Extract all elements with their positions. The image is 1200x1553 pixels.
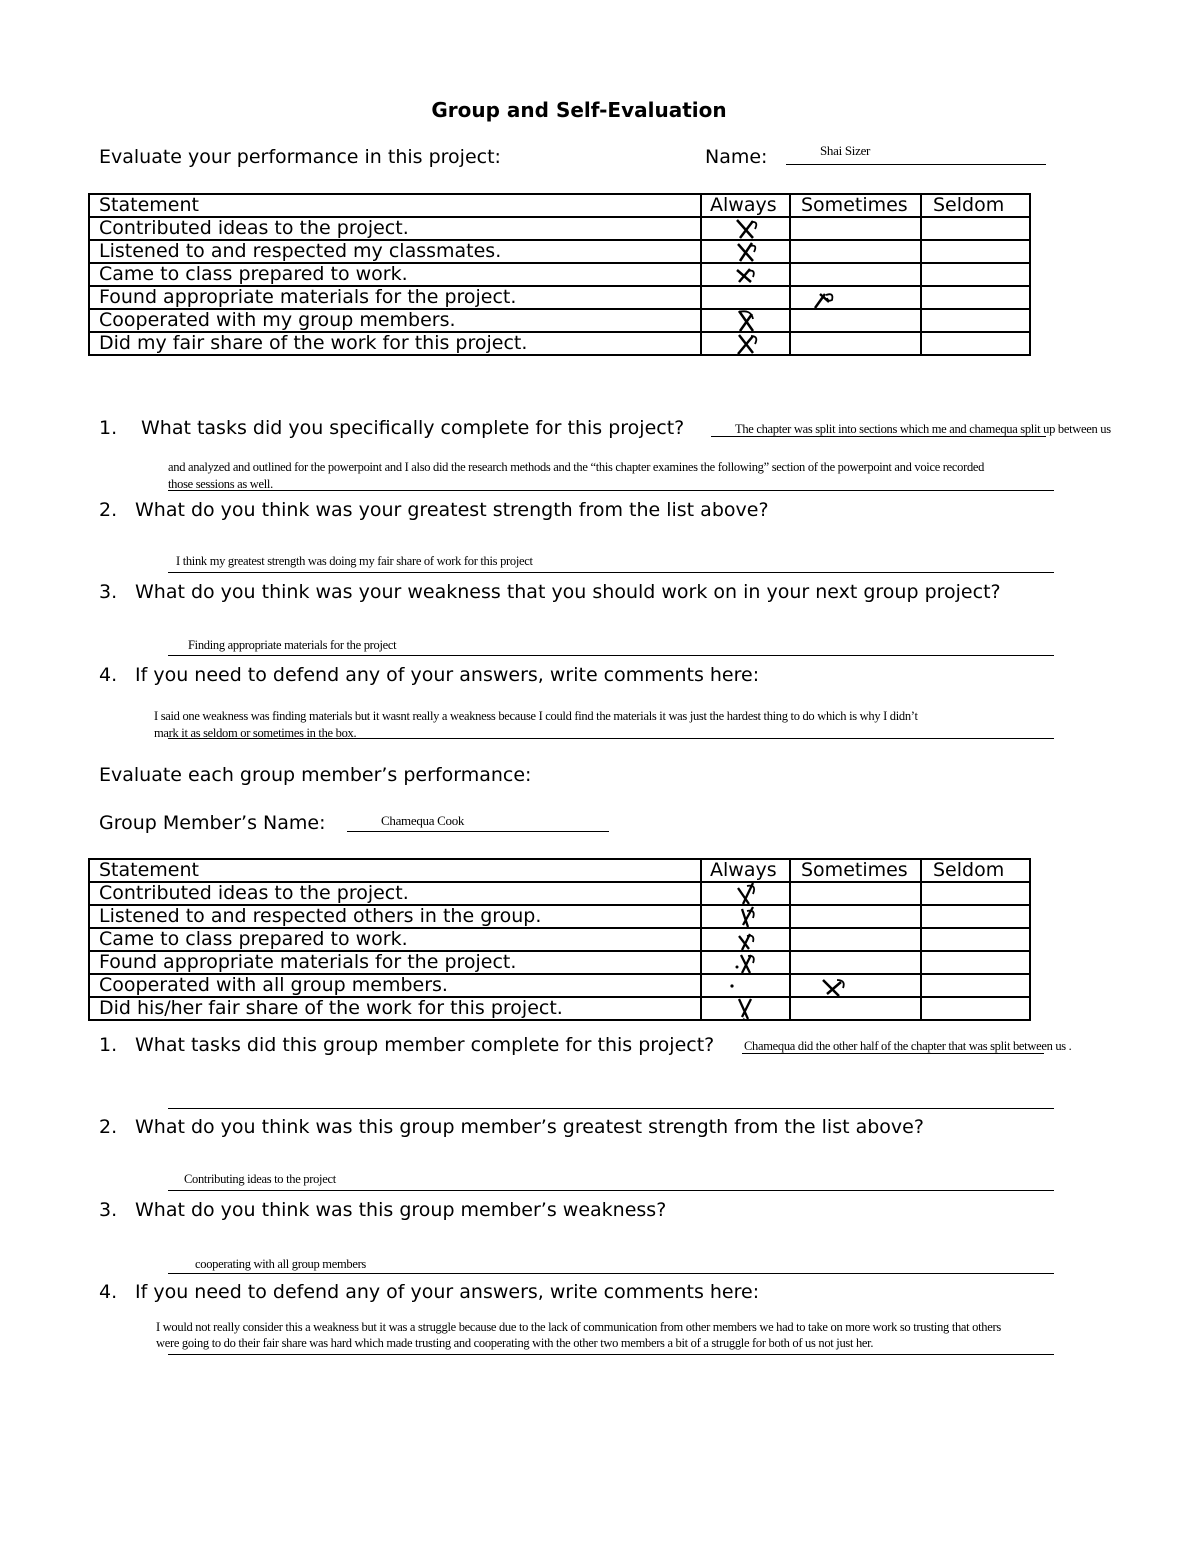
answer-text[interactable]: The chapter was split into sections which me and chamequa split up between us	[735, 422, 1111, 436]
rating-seldom-cell[interactable]	[921, 928, 1030, 951]
rating-always-cell[interactable]	[701, 309, 790, 332]
rating-always-cell[interactable]	[701, 286, 790, 309]
statement-cell: Cooperated with all group members.	[89, 974, 701, 997]
rating-seldom-cell[interactable]	[921, 217, 1030, 240]
answer-text[interactable]: Finding appropriate materials for the project	[188, 638, 397, 652]
rating-seldom-cell[interactable]	[921, 951, 1030, 974]
rating-always-cell[interactable]	[701, 905, 790, 928]
x-checkmark-icon	[731, 240, 761, 263]
rating-sometimes-cell[interactable]	[790, 309, 921, 332]
answer-text[interactable]: I said one weakness was finding materials but it wasnt really a weakness because I could find the materials it was just the hardest thing to do which is why I didn’t	[154, 709, 918, 723]
answer-line	[168, 1354, 1054, 1355]
question-text: What tasks did this group member complete for this project?	[135, 1034, 715, 1056]
member-question-4	[99, 1281, 759, 1303]
member-question-3	[99, 1199, 666, 1221]
rating-always-cell[interactable]	[701, 217, 790, 240]
header-sometimes: Sometimes	[790, 194, 921, 217]
header-statement: Statement	[89, 859, 701, 882]
answer-line	[168, 738, 1054, 739]
answer-line	[168, 1108, 1054, 1109]
question-number: 1.	[99, 417, 118, 439]
x-checkmark-icon	[811, 286, 841, 309]
table-header-row	[89, 859, 1030, 882]
header-sometimes: Sometimes	[790, 859, 921, 882]
table-row	[89, 905, 1030, 928]
rating-sometimes-cell[interactable]	[790, 332, 921, 355]
answer-text[interactable]: I would not really consider this a weakness but it was a struggle because due to the lack of communication from other members we had to take on more work so trusting that others	[156, 1320, 1001, 1334]
answer-text[interactable]: mark it as seldom or sometimes in the box.	[154, 726, 357, 740]
answer-text[interactable]: were going to do their fair share was hard which made trusting and cooperating with the other two members a bit of a struggle for both of us not just her.	[156, 1336, 874, 1350]
rating-seldom-cell[interactable]	[921, 905, 1030, 928]
question-number: 3.	[99, 581, 118, 603]
member-question-2	[99, 1116, 924, 1138]
self-evaluation-table	[88, 193, 1031, 356]
question-number: 2.	[99, 1116, 118, 1138]
member-evaluation-prompt: Evaluate each group member’s performance:	[99, 764, 532, 786]
answer-line	[168, 1190, 1054, 1191]
header-seldom: Seldom	[921, 859, 1030, 882]
header-seldom: Seldom	[921, 194, 1030, 217]
question-number: 4.	[99, 1281, 118, 1303]
rating-always-cell[interactable]	[701, 997, 790, 1020]
question-number: 2.	[99, 499, 118, 521]
rating-seldom-cell[interactable]	[921, 997, 1030, 1020]
question-number: 4.	[99, 664, 118, 686]
statement-cell: Came to class prepared to work.	[89, 928, 701, 951]
x-checkmark-icon	[731, 332, 761, 355]
statement-cell: Listened to and respected others in the group.	[89, 905, 701, 928]
x-checkmark-icon	[731, 882, 761, 905]
table-row	[89, 332, 1030, 355]
answer-line	[168, 655, 1054, 656]
x-checkmark-icon	[731, 217, 761, 240]
rating-sometimes-cell[interactable]	[790, 882, 921, 905]
question-text: If you need to defend any of your answers, write comments here:	[135, 1281, 760, 1303]
x-checkmark-icon	[731, 951, 761, 974]
table-row	[89, 997, 1030, 1020]
question-number: 3.	[99, 1199, 118, 1221]
header-always: Always	[701, 194, 790, 217]
rating-always-cell[interactable]	[701, 951, 790, 974]
table-row	[89, 928, 1030, 951]
statement-cell: Did his/her fair share of the work for this project.	[89, 997, 701, 1020]
rating-always-cell[interactable]	[701, 263, 790, 286]
question-text: What do you think was your weakness that you should work on in your next group project?	[135, 581, 1001, 603]
header-statement: Statement	[89, 194, 701, 217]
page-title: Group and Self-Evaluation	[431, 98, 727, 122]
answer-text[interactable]: Contributing ideas to the project	[184, 1172, 336, 1186]
rating-sometimes-cell[interactable]	[790, 997, 921, 1020]
x-checkmark-icon	[731, 905, 761, 928]
self-question-4	[99, 664, 759, 686]
statement-cell: Did my fair share of the work for this project.	[89, 332, 701, 355]
rating-sometimes-cell[interactable]	[790, 240, 921, 263]
rating-seldom-cell[interactable]	[921, 309, 1030, 332]
member-name-label: Group Member’s Name:	[99, 812, 326, 834]
rating-always-cell[interactable]	[701, 240, 790, 263]
statement-cell: Came to class prepared to work.	[89, 263, 701, 286]
name-field-line	[786, 164, 1046, 165]
x-checkmark-icon	[731, 263, 761, 286]
rating-seldom-cell[interactable]	[921, 263, 1030, 286]
rating-always-cell[interactable]	[701, 332, 790, 355]
answer-text[interactable]: I think my greatest strength was doing my fair share of work for this project	[176, 554, 533, 568]
self-question-3	[99, 581, 1001, 603]
question-text: What tasks did you specifically complete for this project?	[141, 417, 685, 439]
member-name-field-value[interactable]: Chamequa Cook	[381, 813, 465, 828]
rating-sometimes-cell[interactable]	[790, 928, 921, 951]
statement-cell: Found appropriate materials for the project.	[89, 951, 701, 974]
rating-always-cell[interactable]	[701, 882, 790, 905]
answer-text[interactable]: those sessions as well.	[168, 477, 273, 491]
self-evaluation-prompt: Evaluate your performance in this project:	[99, 146, 501, 168]
x-checkmark-icon	[731, 309, 761, 332]
name-field-value[interactable]: Shai Sizer	[820, 143, 871, 158]
question-text: What do you think was this group member’s weakness?	[135, 1199, 667, 1221]
member-evaluation-table	[88, 858, 1031, 1021]
answer-text[interactable]: cooperating with all group members	[195, 1257, 367, 1271]
statement-cell: Cooperated with my group members.	[89, 309, 701, 332]
self-question-2	[99, 499, 769, 521]
rating-seldom-cell[interactable]	[921, 882, 1030, 905]
rating-sometimes-cell[interactable]	[790, 263, 921, 286]
rating-sometimes-cell[interactable]	[790, 905, 921, 928]
header-always: Always	[701, 859, 790, 882]
x-checkmark-icon	[731, 997, 761, 1020]
answer-line	[168, 572, 1054, 573]
rating-sometimes-cell[interactable]	[790, 974, 921, 997]
table-row	[89, 951, 1030, 974]
rating-sometimes-cell[interactable]	[790, 286, 921, 309]
answer-text[interactable]: and analyzed and outlined for the powerpoint and I also did the research methods and the “this chapter examines the following” section of the powerpoint and voice recorded	[168, 460, 985, 474]
rating-sometimes-cell[interactable]	[790, 951, 921, 974]
rating-sometimes-cell[interactable]	[790, 217, 921, 240]
answer-line	[168, 490, 1054, 491]
rating-seldom-cell[interactable]	[921, 240, 1030, 263]
rating-seldom-cell[interactable]	[921, 974, 1030, 997]
member-name-field-line	[347, 831, 609, 832]
rating-seldom-cell[interactable]	[921, 332, 1030, 355]
table-row	[89, 263, 1030, 286]
answer-line	[168, 1273, 1054, 1274]
statement-cell: Contributed ideas to the project.	[89, 882, 701, 905]
rating-always-cell[interactable]	[701, 928, 790, 951]
table-row	[89, 240, 1030, 263]
question-text: What do you think was this group member’s greatest strength from the list above?	[135, 1116, 924, 1138]
rating-seldom-cell[interactable]	[921, 286, 1030, 309]
question-text: If you need to defend any of your answers, write comments here:	[135, 664, 760, 686]
name-label: Name:	[705, 146, 768, 168]
x-checkmark-icon	[731, 928, 761, 951]
self-question-1	[99, 417, 684, 439]
rating-always-cell[interactable]	[701, 974, 790, 997]
table-row	[89, 882, 1030, 905]
question-number: 1.	[99, 1034, 118, 1056]
answer-text[interactable]: Chamequa did the other half of the chapter that was split between us .	[744, 1039, 1072, 1053]
table-row	[89, 217, 1030, 240]
table-row	[89, 974, 1030, 997]
question-text: What do you think was your greatest strength from the list above?	[135, 499, 769, 521]
dot-mark-icon	[728, 974, 758, 997]
table-row	[89, 309, 1030, 332]
statement-cell: Found appropriate materials for the project.	[89, 286, 701, 309]
x-checkmark-icon	[819, 974, 849, 997]
table-row	[89, 286, 1030, 309]
member-question-1	[99, 1034, 714, 1056]
statement-cell: Listened to and respected my classmates.	[89, 240, 701, 263]
statement-cell: Contributed ideas to the project.	[89, 217, 701, 240]
table-header-row	[89, 194, 1030, 217]
